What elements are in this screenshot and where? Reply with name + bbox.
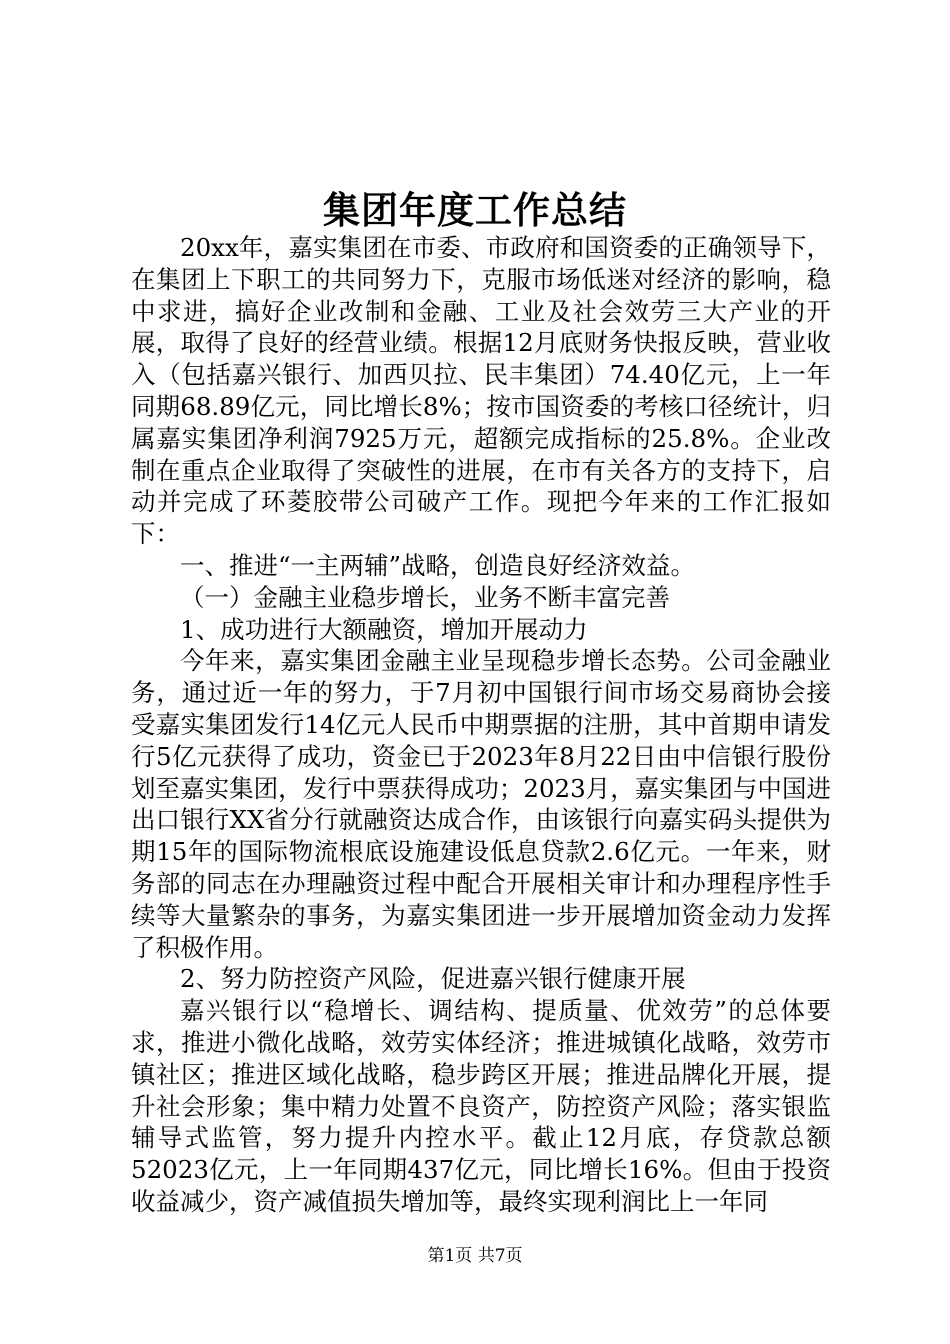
section-heading-1: 一、推进“一主两辅”战略，创造良好经济效益。 (180, 550, 696, 580)
paragraph-financing: 今年来，嘉实集团金融主业呈现稳步增长态势。公司金融业务，通过近一年的努力，于7月初中国银行间市场交易商协会接受嘉实集团发行14亿元人民币中期票据的注册，其中首期申请发行5亿元获得了成功，资金已于2023年8月22日由中信银行股份划至嘉实集团，发行中票获得成功；2023月，嘉实集团与中国进出口银行XX省分行就融资达成合作，由该银行向嘉实码头提供为期15年的国际物流根底设施建设低息贷款2.6亿元。一年来，财务部的同志在办理融资过程中配合开展相关审计和办理程序性手续等大量繁杂的事务，为嘉实集团进一步开展增加资金动力发挥了积极作用。 (131, 646, 831, 962)
paragraph-bank: 嘉兴银行以“稳增长、调结构、提质量、优效劳”的总体要求，推进小微化战略，效劳实体经济；推进城镇化战略，效劳市镇社区；推进区域化战略，稳步跨区开展；推进品牌化开展，提升社会形象；集中精力处置不良资产，防控资产风险；落实银监辅导式监管，努力提升内控水平。截止12月底，存贷款总额52023亿元，上一年同期437亿元，同比增长16%。但由于投资收益减少，资产减值损失增加等，最终实现利润比上一年同 (131, 996, 831, 1216)
page-number-footer: 第1页 共7页 (427, 1246, 523, 1266)
item-heading-1: 1、成功进行大额融资，增加开展动力 (180, 614, 588, 644)
subsection-heading-1: （一）金融主业稳步增长，业务不断丰富完善 (180, 582, 670, 612)
document-title: 集团年度工作总结 (323, 188, 627, 232)
document-body (131, 232, 831, 1218)
item-heading-2: 2、努力防控资产风险，促进嘉兴银行健康开展 (180, 964, 686, 994)
paragraph-intro: 20xx年，嘉实集团在市委、市政府和国资委的正确领导下，在集团上下职工的共同努力下，克服市场低迷对经济的影响，稳中求进，搞好企业改制和金融、工业及社会效劳三大产业的开展，取得了良好的经营业绩。根据12月底财务快报反映，营业收入（包括嘉兴银行、加西贝拉、民丰集团）74.40亿元，上一年同期68.89亿元，同比增长8%；按市国资委的考核口径统计，归属嘉实集团净利润7925万元，超额完成指标的25.8%。企业改制在重点企业取得了突破性的进展，在市有关各方的支持下，启动并完成了环菱胶带公司破产工作。现把今年来的工作汇报如下： (131, 233, 831, 549)
